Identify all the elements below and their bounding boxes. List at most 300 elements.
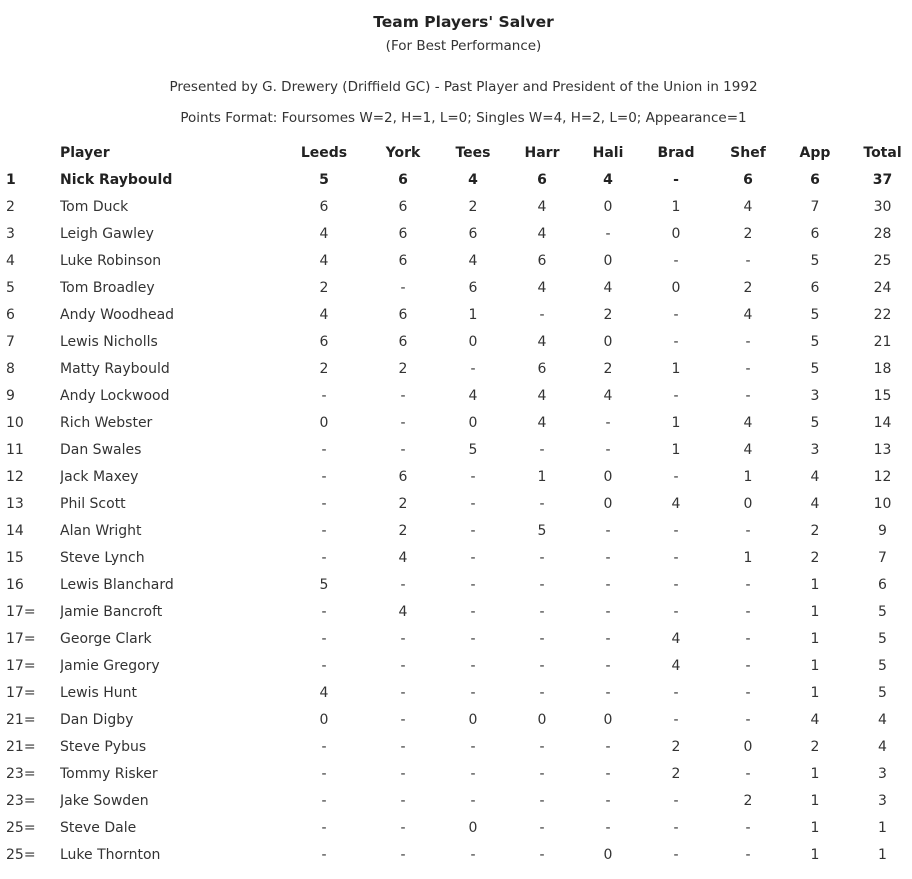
cell-total: 15 — [873, 388, 892, 404]
cell-hali: 2 — [603, 307, 613, 323]
cell-app: 2 — [810, 523, 820, 539]
cell-tees: - — [470, 658, 476, 674]
cell-hali: - — [605, 658, 611, 674]
cell-player: Matty Raybould — [60, 361, 170, 377]
cell-brad: 0 — [671, 226, 681, 242]
cell-app: 5 — [810, 361, 820, 377]
cell-york: - — [400, 388, 406, 404]
cell-brad: 4 — [671, 658, 681, 674]
cell-harr: 4 — [537, 334, 547, 350]
cell-player: Leigh Gawley — [60, 226, 154, 242]
cell-shef: - — [745, 577, 751, 593]
cell-brad: - — [673, 820, 679, 836]
cell-hali: - — [605, 739, 611, 755]
table-row — [0, 653, 912, 680]
cell-york: 4 — [398, 550, 408, 566]
cell-harr: 6 — [537, 361, 547, 377]
cell-hali: - — [605, 604, 611, 620]
cell-harr: 5 — [537, 523, 547, 539]
cell-york: 6 — [398, 334, 408, 350]
table-row — [0, 545, 912, 572]
cell-brad: 4 — [671, 631, 681, 647]
cell-pos: 1 — [6, 172, 16, 188]
cell-harr: - — [539, 550, 545, 566]
cell-hali: - — [605, 631, 611, 647]
cell-shef: - — [745, 712, 751, 728]
cell-brad: 2 — [671, 766, 681, 782]
cell-leeds: 4 — [319, 226, 329, 242]
cell-harr: - — [539, 793, 545, 809]
cell-hali: 0 — [603, 847, 613, 863]
cell-brad: - — [673, 847, 679, 863]
cell-pos: 5 — [6, 280, 15, 296]
cell-app: 1 — [810, 604, 820, 620]
cell-total: 22 — [873, 307, 892, 323]
cell-leeds: - — [321, 523, 327, 539]
table-body — [0, 167, 912, 869]
cell-tees: 4 — [468, 172, 478, 188]
cell-app: 3 — [810, 388, 820, 404]
cell-tees: 6 — [468, 226, 478, 242]
cell-brad: 0 — [671, 280, 681, 296]
cell-pos: 2 — [6, 199, 15, 215]
cell-pos: 11 — [6, 442, 24, 458]
header-shef: Shef — [730, 145, 766, 161]
cell-total: 5 — [878, 685, 887, 701]
cell-pos: 14 — [6, 523, 24, 539]
cell-pos: 23= — [6, 766, 36, 782]
cell-shef: - — [745, 847, 751, 863]
cell-total: 14 — [873, 415, 892, 431]
cell-shef: 4 — [743, 199, 753, 215]
table-row — [0, 329, 912, 356]
header-leeds: Leeds — [300, 145, 348, 161]
header-app: App — [799, 145, 831, 161]
cell-leeds: - — [321, 847, 327, 863]
cell-brad: 4 — [671, 496, 681, 512]
cell-leeds: - — [321, 442, 327, 458]
cell-shef: - — [745, 631, 751, 647]
cell-brad: - — [673, 172, 679, 188]
cell-player: Andy Woodhead — [60, 307, 175, 323]
cell-tees: - — [470, 550, 476, 566]
cell-player: Jack Maxey — [60, 469, 139, 485]
header-pos — [0, 140, 60, 167]
cell-player: Lewis Blanchard — [60, 577, 174, 593]
cell-pos: 10 — [6, 415, 24, 431]
cell-york: - — [400, 847, 406, 863]
cell-york: 2 — [398, 361, 408, 377]
cell-harr: 6 — [537, 172, 547, 188]
cell-tees: - — [470, 469, 476, 485]
cell-leeds: 6 — [319, 334, 329, 350]
cell-pos: 3 — [6, 226, 15, 242]
table-row — [0, 248, 912, 275]
cell-tees: - — [470, 361, 476, 377]
cell-shef: 4 — [743, 442, 753, 458]
cell-hali: - — [605, 685, 611, 701]
cell-app: 1 — [810, 847, 820, 863]
cell-brad: - — [673, 253, 679, 269]
cell-hali: - — [605, 577, 611, 593]
cell-app: 4 — [810, 712, 820, 728]
cell-player: Tom Broadley — [60, 280, 155, 296]
cell-leeds: 2 — [319, 361, 329, 377]
cell-hali: 0 — [603, 496, 613, 512]
cell-leeds: 0 — [319, 415, 329, 431]
cell-pos: 7 — [6, 334, 15, 350]
cell-tees: - — [470, 847, 476, 863]
cell-shef: - — [745, 523, 751, 539]
cell-tees: 1 — [468, 307, 478, 323]
cell-tees: 0 — [468, 334, 478, 350]
cell-total: 5 — [878, 658, 887, 674]
cell-pos: 25= — [6, 847, 36, 863]
cell-shef: 4 — [743, 415, 753, 431]
table-row — [0, 437, 912, 464]
cell-player: Luke Thornton — [60, 847, 161, 863]
cell-leeds: - — [321, 766, 327, 782]
table-row — [0, 464, 912, 491]
cell-leeds: 5 — [319, 577, 329, 593]
cell-player: Alan Wright — [60, 523, 142, 539]
table-row — [0, 194, 912, 221]
cell-total: 30 — [873, 199, 892, 215]
cell-app: 2 — [810, 739, 820, 755]
cell-shef: 1 — [743, 469, 753, 485]
cell-hali: - — [605, 415, 611, 431]
cell-hali: 0 — [603, 469, 613, 485]
cell-pos: 21= — [6, 739, 36, 755]
presented-by-text: Presented by G. Drewery (Driffield GC) - Past Player and President of the Union in 1992 — [169, 79, 758, 95]
cell-tees: - — [470, 604, 476, 620]
cell-leeds: - — [321, 631, 327, 647]
cell-brad: - — [673, 604, 679, 620]
cell-tees: - — [470, 793, 476, 809]
cell-york: - — [400, 739, 406, 755]
cell-hali: 0 — [603, 712, 613, 728]
cell-brad: 1 — [671, 199, 681, 215]
cell-tees: 5 — [468, 442, 478, 458]
cell-harr: - — [539, 442, 545, 458]
cell-york: 6 — [398, 199, 408, 215]
cell-shef: 0 — [743, 496, 753, 512]
cell-brad: - — [673, 793, 679, 809]
cell-total: 3 — [878, 793, 887, 809]
cell-brad: 1 — [671, 415, 681, 431]
cell-harr: - — [539, 766, 545, 782]
cell-app: 1 — [810, 820, 820, 836]
table-row — [0, 572, 912, 599]
cell-player: Andy Lockwood — [60, 388, 170, 404]
cell-pos: 17= — [6, 658, 36, 674]
cell-pos: 17= — [6, 631, 36, 647]
table-row — [0, 491, 912, 518]
cell-app: 1 — [810, 658, 820, 674]
cell-pos: 13 — [6, 496, 24, 512]
cell-tees: 0 — [468, 820, 478, 836]
cell-app: 5 — [810, 307, 820, 323]
cell-hali: 4 — [603, 280, 613, 296]
cell-york: 6 — [398, 226, 408, 242]
cell-pos: 16 — [6, 577, 24, 593]
cell-hali: 0 — [603, 253, 613, 269]
cell-tees: - — [470, 685, 476, 701]
cell-app: 6 — [810, 280, 820, 296]
cell-player: Steve Dale — [60, 820, 137, 836]
cell-york: 6 — [398, 469, 408, 485]
cell-app: 1 — [810, 631, 820, 647]
cell-total: 28 — [873, 226, 892, 242]
cell-shef: 2 — [743, 226, 753, 242]
table-row — [0, 680, 912, 707]
cell-shef: - — [745, 604, 751, 620]
cell-hali: 4 — [603, 388, 613, 404]
cell-app: 7 — [810, 199, 820, 215]
results-table — [0, 140, 912, 869]
cell-harr: 6 — [537, 253, 547, 269]
cell-york: 2 — [398, 496, 408, 512]
cell-harr: 0 — [537, 712, 547, 728]
cell-shef: 1 — [743, 550, 753, 566]
cell-hali: - — [605, 442, 611, 458]
cell-leeds: 0 — [319, 712, 329, 728]
cell-hali: - — [605, 766, 611, 782]
cell-shef: 0 — [743, 739, 753, 755]
cell-harr: 4 — [537, 388, 547, 404]
cell-hali: 4 — [603, 172, 613, 188]
cell-brad: 1 — [671, 442, 681, 458]
cell-leeds: 6 — [319, 199, 329, 215]
cell-pos: 6 — [6, 307, 15, 323]
cell-player: Steve Pybus — [60, 739, 147, 755]
cell-harr: - — [539, 631, 545, 647]
cell-app: 1 — [810, 766, 820, 782]
cell-hali: - — [605, 523, 611, 539]
cell-harr: 4 — [537, 415, 547, 431]
table-row — [0, 302, 912, 329]
cell-york: - — [400, 658, 406, 674]
cell-pos: 8 — [6, 361, 15, 377]
table-row — [0, 518, 912, 545]
table-row — [0, 626, 912, 653]
cell-harr: - — [539, 847, 545, 863]
cell-leeds: - — [321, 550, 327, 566]
cell-pos: 15 — [6, 550, 24, 566]
cell-app: 6 — [810, 172, 820, 188]
cell-york: - — [400, 280, 406, 296]
cell-tees: 0 — [468, 415, 478, 431]
cell-tees: 0 — [468, 712, 478, 728]
cell-brad: - — [673, 388, 679, 404]
cell-york: - — [400, 712, 406, 728]
table-row — [0, 707, 912, 734]
points-format-text: Points Format: Foursomes W=2, H=1, L=0; Singles W=4, H=2, L=0; Appearance=1 — [180, 110, 747, 126]
cell-tees: - — [470, 739, 476, 755]
table-row — [0, 167, 912, 194]
cell-york: - — [400, 685, 406, 701]
cell-total: 24 — [873, 280, 892, 296]
cell-york: - — [400, 793, 406, 809]
cell-harr: - — [539, 739, 545, 755]
table-row — [0, 788, 912, 815]
cell-total: 5 — [878, 604, 887, 620]
cell-hali: 0 — [603, 334, 613, 350]
cell-harr: 1 — [537, 469, 547, 485]
cell-total: 4 — [878, 712, 887, 728]
cell-player: Tom Duck — [60, 199, 129, 215]
header-york: York — [385, 145, 421, 161]
cell-hali: 0 — [603, 199, 613, 215]
cell-player: Dan Swales — [60, 442, 142, 458]
cell-shef: 2 — [743, 280, 753, 296]
cell-york: 6 — [398, 307, 408, 323]
cell-york: 6 — [398, 253, 408, 269]
cell-brad: - — [673, 307, 679, 323]
cell-player: Phil Scott — [60, 496, 126, 512]
cell-brad: 2 — [671, 739, 681, 755]
cell-pos: 25= — [6, 820, 36, 836]
cell-total: 5 — [878, 631, 887, 647]
cell-harr: - — [539, 307, 545, 323]
cell-app: 1 — [810, 685, 820, 701]
cell-tees: 4 — [468, 388, 478, 404]
cell-hali: - — [605, 550, 611, 566]
table-row — [0, 761, 912, 788]
cell-shef: 2 — [743, 793, 753, 809]
table-row — [0, 383, 912, 410]
cell-app: 2 — [810, 550, 820, 566]
cell-shef: - — [745, 334, 751, 350]
cell-total: 25 — [873, 253, 892, 269]
cell-total: 3 — [878, 766, 887, 782]
cell-harr: - — [539, 658, 545, 674]
table-row — [0, 734, 912, 761]
cell-app: 6 — [810, 226, 820, 242]
header-brad: Brad — [657, 145, 695, 161]
cell-player: Steve Lynch — [60, 550, 145, 566]
cell-brad: - — [673, 712, 679, 728]
cell-york: - — [400, 442, 406, 458]
cell-player: Rich Webster — [60, 415, 153, 431]
cell-tees: 2 — [468, 199, 478, 215]
page-title: Team Players' Salver — [373, 13, 554, 31]
cell-brad: - — [673, 577, 679, 593]
page-subtitle: (For Best Performance) — [385, 38, 542, 54]
cell-york: - — [400, 820, 406, 836]
cell-app: 1 — [810, 577, 820, 593]
cell-hali: - — [605, 820, 611, 836]
cell-leeds: 2 — [319, 280, 329, 296]
cell-harr: - — [539, 496, 545, 512]
cell-harr: 4 — [537, 280, 547, 296]
header-total: Total — [863, 145, 902, 161]
cell-shef: - — [745, 253, 751, 269]
cell-hali: 2 — [603, 361, 613, 377]
cell-tees: - — [470, 496, 476, 512]
cell-leeds: 4 — [319, 253, 329, 269]
header-hali: Hali — [592, 145, 624, 161]
cell-leeds: - — [321, 388, 327, 404]
table-row — [0, 842, 912, 869]
cell-brad: - — [673, 685, 679, 701]
table-row — [0, 221, 912, 248]
header-row — [0, 140, 912, 167]
cell-leeds: 4 — [319, 307, 329, 323]
cell-harr: - — [539, 604, 545, 620]
cell-shef: 4 — [743, 307, 753, 323]
cell-player: Jamie Bancroft — [60, 604, 163, 620]
cell-player: Lewis Hunt — [60, 685, 138, 701]
cell-total: 7 — [878, 550, 887, 566]
cell-leeds: - — [321, 739, 327, 755]
cell-shef: - — [745, 820, 751, 836]
table-row — [0, 356, 912, 383]
cell-brad: - — [673, 550, 679, 566]
cell-player: Tommy Risker — [60, 766, 158, 782]
cell-app: 4 — [810, 469, 820, 485]
cell-york: 2 — [398, 523, 408, 539]
cell-app: 5 — [810, 334, 820, 350]
cell-pos: 9 — [6, 388, 15, 404]
cell-york: 6 — [398, 172, 408, 188]
cell-tees: - — [470, 523, 476, 539]
cell-shef: - — [745, 685, 751, 701]
cell-total: 4 — [878, 739, 887, 755]
cell-harr: - — [539, 820, 545, 836]
cell-leeds: - — [321, 820, 327, 836]
cell-tees: - — [470, 766, 476, 782]
cell-shef: - — [745, 361, 751, 377]
cell-york: - — [400, 415, 406, 431]
cell-leeds: - — [321, 658, 327, 674]
cell-total: 1 — [878, 820, 887, 836]
cell-shef: - — [745, 766, 751, 782]
cell-app: 1 — [810, 793, 820, 809]
cell-pos: 21= — [6, 712, 36, 728]
cell-total: 37 — [872, 172, 893, 188]
cell-player: Jake Sowden — [60, 793, 149, 809]
cell-york: - — [400, 577, 406, 593]
cell-pos: 23= — [6, 793, 36, 809]
cell-player: Dan Digby — [60, 712, 134, 728]
cell-hali: - — [605, 226, 611, 242]
cell-harr: 4 — [537, 199, 547, 215]
cell-tees: - — [470, 631, 476, 647]
cell-shef: - — [745, 388, 751, 404]
cell-app: 3 — [810, 442, 820, 458]
cell-pos: 17= — [6, 685, 36, 701]
cell-tees: 6 — [468, 280, 478, 296]
cell-leeds: - — [321, 604, 327, 620]
cell-york: - — [400, 766, 406, 782]
header-player: Player — [60, 145, 110, 161]
cell-total: 9 — [878, 523, 887, 539]
cell-shef: 6 — [743, 172, 753, 188]
cell-leeds: - — [321, 496, 327, 512]
cell-brad: - — [673, 523, 679, 539]
table-row — [0, 410, 912, 437]
cell-total: 6 — [878, 577, 887, 593]
cell-leeds: - — [321, 469, 327, 485]
cell-total: 18 — [873, 361, 892, 377]
cell-brad: - — [673, 469, 679, 485]
cell-player: Nick Raybould — [60, 172, 173, 188]
cell-leeds: 4 — [319, 685, 329, 701]
cell-pos: 17= — [6, 604, 36, 620]
cell-harr: - — [539, 577, 545, 593]
table-row — [0, 815, 912, 842]
